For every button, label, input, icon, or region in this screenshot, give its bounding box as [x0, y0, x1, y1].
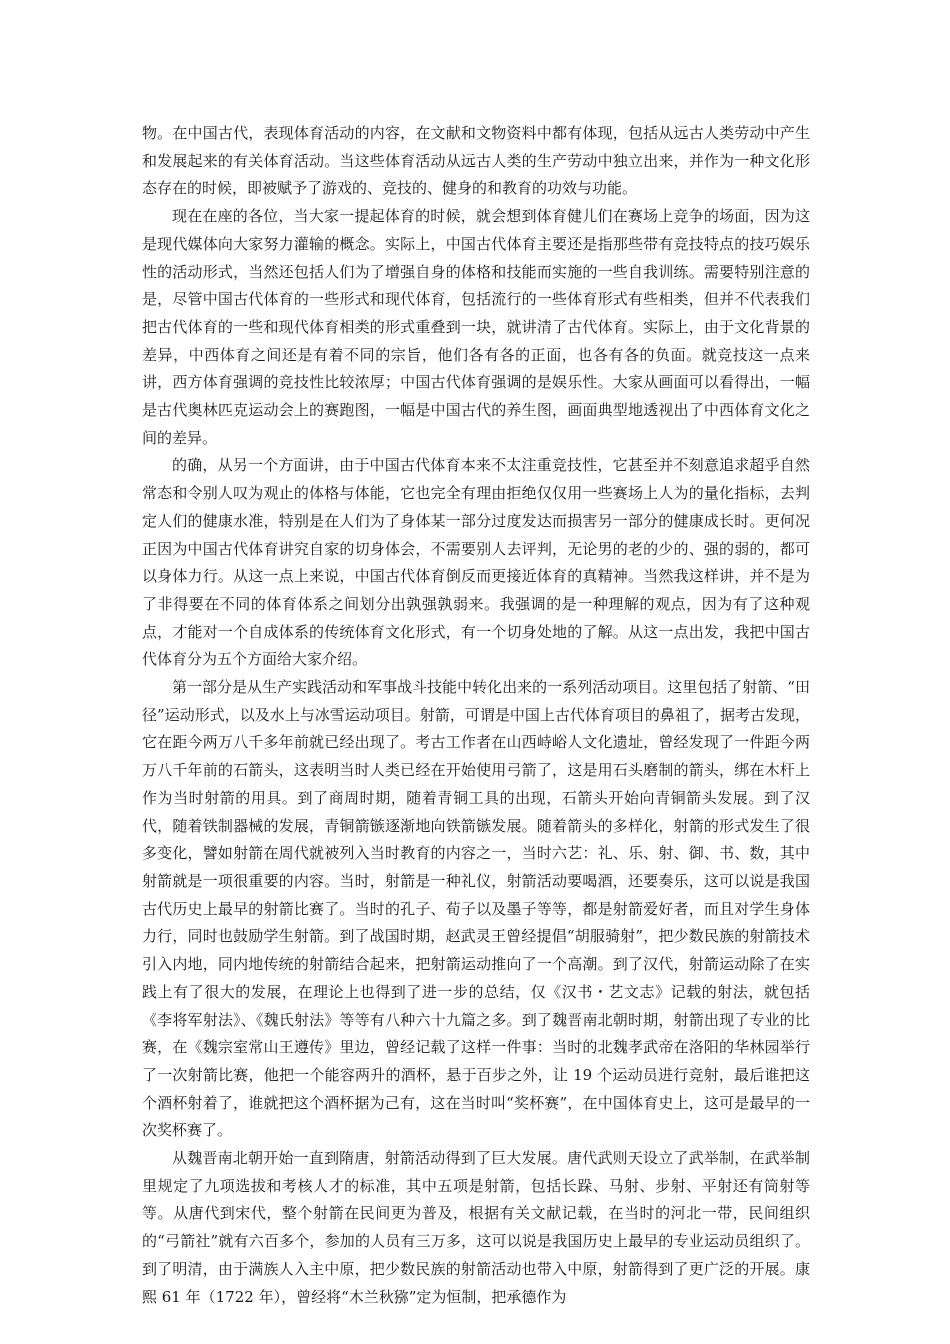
- paragraph-true-spirit: 的确，从另一个方面讲，由于中国古代体育本来不太注重竞技性，它甚至并不刻意追求超乎自然常态和令别人叹为观止的体格与体能，它也完全有理由拒绝仅仅用一些赛场上人为的量化指标，去判定人们的健康水准，特别是在人们为了身体某一部分过度发达而损害另一部分的健康成长时。更何况正因为中国古代体育讲究自家的切身体会，不需要别人去评判，无论男的老的少的、强的弱的，都可以身体力行。从这一点上来说，中国古代体育倒反而更接近体育的真精神。当然我这样讲，并不是为了非得要在不同的体育体系之间划分出孰强孰弱来。我强调的是一种理解的观点，因为有了这种观点，才能对一个自成体系的传统体育文化形式，有一个切身处地的了解。从这一点出发，我把中国古代体育分为五个方面给大家介绍。: [142, 456, 810, 669]
- paragraph-modern-sports-concept: 现在在座的各位，当大家一提起体育的时候，就会想到体育健儿们在赛场上竞争的场面，因为这是现代媒体向大家努力灌输的概念。实际上，中国古代体育主要还是指那些带有竞技特点的技巧娱乐性的活动形式，当然还包括人们为了增强自身的体格和技能而实施的一些自我训练。需要特别注意的是，尽管中国古代体育的一些形式和现代体育，包括流行的一些体育形式有些相类，但并不代表我们把古代体育的一些和现代体育相类的形式重叠到一块，就讲清了古代体育。实际上，由于文化背景的差异，中西体育之间还是有着不同的宗旨，他们各有各的正面，也各有各的负面。就竞技这一点来讲，西方体育强调的竞技性比较浓厚；中国古代体育强调的是娱乐性。大家从画面可以看得出，一幅是古代奥林匹克运动会上的赛跑图，一幅是中国古代的养生图，画面典型地透视出了中西体育文化之间的差异。: [142, 207, 810, 447]
- paragraph-continued: 物。在中国古代，表现体育活动的内容，在文献和文物资料中都有体现，包括从远古人类劳动中产生和发展起来的有关体育活动。当这些体育活动从远古人类的生产劳动中独立出来，并作为一种文化形态存在的时候，即被赋予了游戏的、竞技的、健身的和教育的功效与功能。: [142, 124, 810, 198]
- paragraph-archery-origin: 第一部分是从生产实践活动和军事战斗技能中转化出来的一系列活动项目。这里包括了射箭、“田径”运动形式，以及水上与冰雪运动项目。射箭，可谓是中国上古代体育项目的鼻祖了，据考古发现，它在距今两万八千多年前就已经出现了。考古工作者在山西峙峪人文化遗址，曾经发现了一件距今两万八千年前的石箭头，这表明当时人类已经在开始使用弓箭了，这是用石头磨制的箭头，绑在木杆上作为当时射箭的用具。到了商周时期，随着青铜工具的出现，石箭头开始向青铜箭头发展。到了汉代，随着铁制器械的发展，青铜箭镞逐渐地向铁箭镞发展。随着箭头的多样化，射箭的形式发生了很多变化，譬如射箭在周代就被列入当时教育的内容之一，当时六艺：礼、乐、射、御、书、数，其中射箭就是一项很重要的内容。当时，射箭是一种礼仪，射箭活动要喝酒，还要奏乐，这可以说是我国古代历史上最早的射箭比赛了。当时的孔子、荀子以及墨子等等，都是射箭爱好者，而且对学生身体力行，同时也鼓励学生射箭。到了战国时期，赵武灵王曾经提倡“胡服骑射”，把少数民族的射箭技术引入内地，同内地传统的射箭结合起来，把射箭运动推向了一个高潮。到了汉代，射箭运动除了在实践上有了很大的发展，在理论上也得到了进一步的总结，仅《汉书・艺文志》记载的射法，就包括《李将军射法》、《魏氏射法》等等有八种六十九篇之多。到了魏晋南北朝时期，射箭出现了专业的比赛，在《魏宗室常山王遵传》里边，曾经记载了这样一件事：当时的北魏孝武帝在洛阳的华林园举行了一次射箭比赛，他把一个能容两升的酒杯，悬于百步之外，让 19 个运动员进行竞射，最后谁把这个酒杯射着了，谁就把这个酒杯据为己有，这在当时叫“奖杯赛”，在中国体育史上，这可是最早的一次奖杯赛了。: [142, 678, 810, 1140]
- document-page: [142, 120, 810, 1311]
- paragraph-archery-development: 从魏晋南北朝开始一直到隋唐，射箭活动得到了巨大发展。唐代武则天设立了武举制，在武举制里规定了九项选拔和考核人才的标准，其中五项是射箭，包括长跺、马射、步射、平射还有筒射等等。从唐代到宋代，整个射箭在民间更为普及，根据有关文献记载，在当时的河北一带，民间组织的“弓箭社”就有六百多个，参加的人员有三万多，这可以说是我国历史上最早的专业运动员组织了。到了明清，由于满族人入主中原，把少数民族的射箭活动也带入中原，射箭得到了更广泛的开展。康熙 61 年（1722 年），曾经将“木兰秋猕”定为恒制，把承德作为: [142, 1149, 810, 1306]
